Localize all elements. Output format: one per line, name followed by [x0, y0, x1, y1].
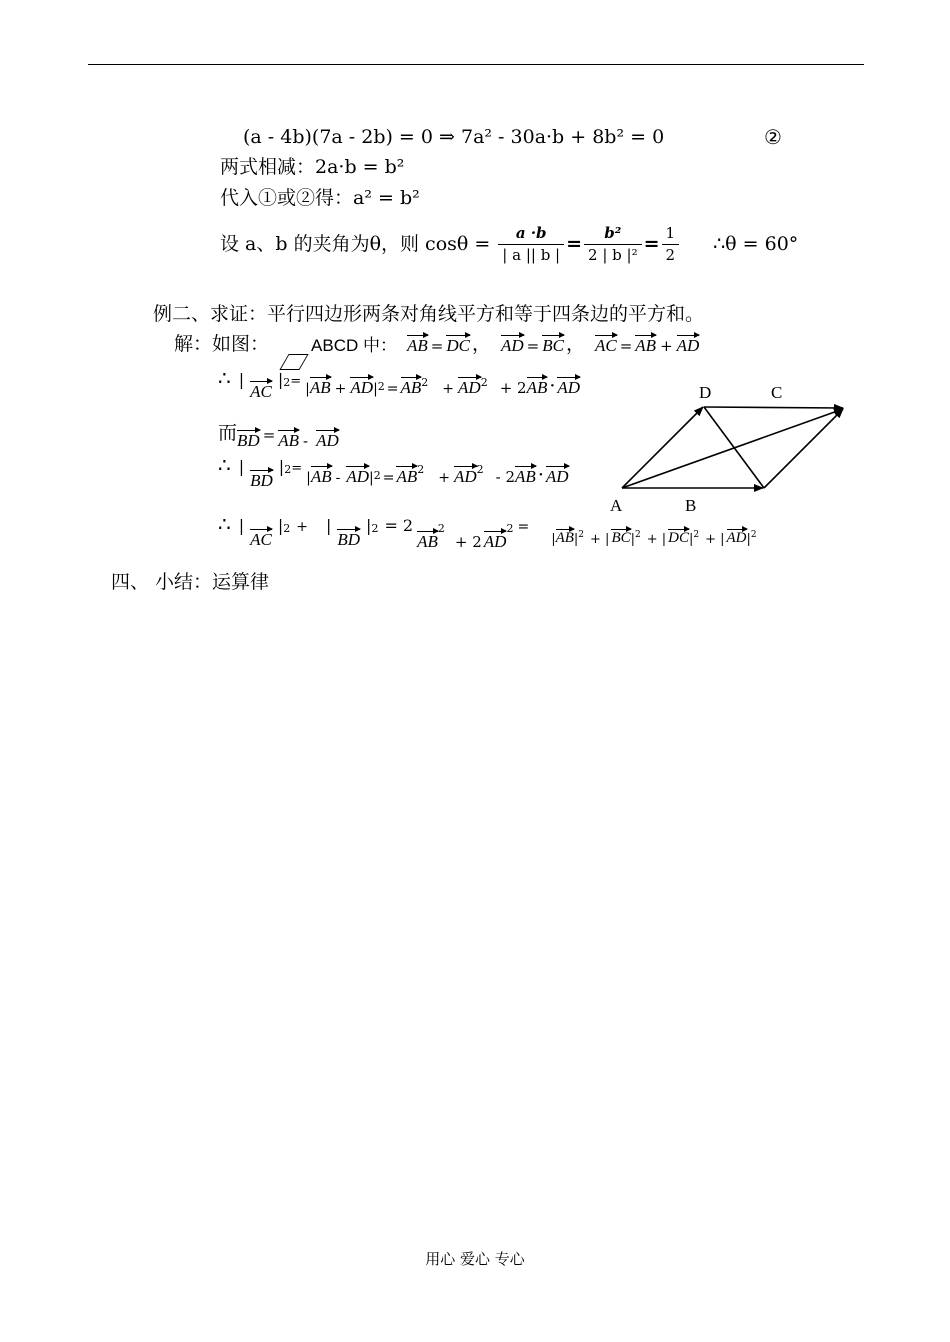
vector-AD: AD: [458, 378, 481, 397]
vector-BC: BC: [542, 336, 564, 355]
bd-squared-line: [218, 453, 569, 490]
plus-bar: + |: [646, 532, 667, 547]
fraction-3-denominator: 2: [665, 246, 676, 264]
square-exponent: 2: [284, 463, 292, 476]
abs-bar: |: [630, 532, 635, 547]
comma: ，: [565, 333, 585, 355]
theta-result: ∴θ = 60°: [713, 233, 799, 255]
vector-AB: AB: [515, 467, 536, 486]
vertex-label-B: B: [685, 496, 697, 515]
plus-two: + 2: [454, 533, 482, 551]
vector-AB: AB: [400, 378, 422, 397]
equals-sign: =: [262, 426, 276, 444]
vector-AD: AD: [316, 431, 339, 450]
vector-AD: AD: [483, 532, 507, 551]
square-exponent: 2: [417, 463, 425, 476]
parallelogram-icon: [280, 354, 302, 368]
vector-BD: BD: [237, 431, 260, 450]
square-exponent: 2: [373, 469, 381, 482]
and-word: 而: [218, 422, 238, 444]
ac-squared-line: [218, 366, 581, 401]
abs-bar: |: [238, 516, 245, 535]
equation-text: (a - 4b)(7a - 2b) = 0 ⇒ 7a² - 30a·b + 8b² = 0: [243, 126, 665, 148]
square-exponent: 2: [578, 530, 585, 540]
square-exponent: 2: [476, 463, 484, 476]
vector-AD: AD: [453, 467, 477, 486]
fraction-2-numerator: b²: [584, 226, 642, 245]
equals-sign: =: [430, 337, 444, 355]
plus-sign: +: [438, 470, 450, 486]
line2-label: 两式相减：: [220, 156, 316, 178]
fraction-1-numerator: a ·b: [498, 226, 564, 245]
vector-AB: AB: [406, 336, 428, 355]
square-exponent: 2: [750, 530, 757, 540]
vector-AD: AD: [545, 467, 569, 486]
vertex-label-D: D: [699, 383, 712, 402]
dot-operator: ·: [549, 375, 556, 397]
vector-AB: AB: [635, 336, 657, 355]
plus-bar: + |: [705, 532, 725, 547]
square-exponent: 2: [371, 522, 379, 535]
equals-sign: =: [386, 381, 399, 397]
abs-bar: |: [366, 516, 372, 535]
abs-bar: |: [238, 457, 245, 476]
square-exponent: 2: [437, 522, 445, 535]
dot-operator: ·: [537, 464, 544, 486]
equals-sign: =: [526, 337, 540, 355]
fraction-2: [584, 226, 642, 263]
solution-line: [174, 334, 699, 354]
comma: ，: [471, 333, 491, 355]
line2-expr: 2a·b = b²: [315, 156, 405, 178]
square-exponent: 2: [693, 530, 700, 540]
square-exponent: 2: [421, 376, 429, 389]
vector-AD: AD: [346, 467, 369, 486]
equals-sign: =: [619, 337, 633, 355]
edge-BC-arrow: [764, 409, 843, 488]
edge-AD-arrow: [622, 407, 703, 488]
plus-bar: + |: [590, 532, 610, 547]
equation-line-4: [220, 226, 798, 263]
plus-two: + 2: [499, 379, 527, 397]
vector-AB: AB: [555, 530, 574, 546]
vertex-label-A: A: [610, 496, 623, 515]
vector-AC: AC: [250, 530, 272, 549]
vector-AB: AB: [396, 467, 418, 486]
square-exponent: 2: [480, 376, 488, 389]
square-exponent: 2: [635, 530, 641, 540]
abs-bar: |: [277, 516, 284, 535]
fraction-1: [498, 226, 564, 263]
parallelogram-diagram: [600, 378, 850, 518]
plus-sign: +: [442, 381, 455, 397]
line3-label: 代入①或②得：: [220, 187, 354, 209]
equals-sign-2: =: [643, 233, 660, 255]
circled-mark-text: ②: [764, 125, 782, 149]
plus-sign: +: [296, 519, 308, 535]
vector-BD: BD: [250, 471, 273, 490]
vector-AC: AC: [594, 336, 617, 355]
plus-sign: +: [334, 381, 347, 397]
therefore-symbol: ∴: [218, 512, 231, 536]
example-2-title: 例二、求证：平行四边形两条对角线平方和等于四条边的平方和。: [153, 303, 705, 325]
vector-AD: AD: [726, 530, 747, 546]
abs-bar: |: [746, 532, 751, 547]
edge-DC-arrow: [704, 407, 843, 408]
vector-AD: AD: [557, 378, 581, 397]
equals-sign-1: =: [566, 233, 583, 255]
header-rule: [88, 64, 864, 65]
vector-BD: BD: [337, 530, 361, 549]
page-footer: 用心 爱心 专心: [425, 1250, 525, 1268]
equation-line-3: [220, 189, 420, 208]
abs-bar: |: [325, 516, 332, 535]
vector-AB: AB: [417, 532, 438, 551]
solution-label: 解：如图：: [174, 333, 270, 355]
minus-sign: -: [303, 432, 309, 450]
square-exponent: 2: [283, 522, 291, 535]
abs-bar: |: [551, 532, 556, 547]
diagonal-AC-arrow: [622, 409, 843, 488]
vector-AD: AD: [350, 378, 374, 397]
therefore-symbol: ∴: [218, 366, 231, 390]
vector-DC: DC: [446, 336, 470, 355]
vector-DC: DC: [668, 530, 689, 546]
bd-definition-line: [218, 422, 339, 450]
abs-bar: |: [573, 532, 579, 547]
minus-sign: -: [335, 470, 341, 486]
vector-BC: BC: [611, 530, 631, 546]
abcd-label: ABCD 中：: [311, 336, 397, 355]
equals-two: = 2: [384, 516, 414, 535]
fraction-2-denominator: 2 | b |²: [588, 246, 638, 264]
square-exponent: 2: [283, 376, 291, 389]
abs-bar: |: [238, 370, 245, 389]
fraction-1-denominator: | a || b |: [502, 246, 561, 264]
equals-sign: =: [382, 470, 395, 486]
abs-bar: |: [306, 470, 311, 486]
equals-sign: =: [290, 374, 302, 389]
therefore-symbol: ∴: [218, 453, 231, 477]
vector-AC: AC: [250, 382, 272, 401]
vector-AD: AD: [500, 336, 524, 355]
vector-AB: AB: [309, 378, 331, 397]
circled-mark-2: [764, 127, 782, 147]
vertex-label-C: C: [771, 383, 783, 402]
vector-AD: AD: [676, 336, 700, 355]
abs-bar: |: [369, 470, 374, 486]
square-exponent: 2: [377, 380, 385, 393]
vector-AB: AB: [278, 431, 300, 450]
abs-bar: |: [305, 381, 310, 397]
abs-bar: |: [278, 457, 285, 476]
abs-bar: |: [277, 370, 284, 389]
vector-AB: AB: [526, 378, 548, 397]
vector-AB: AB: [310, 467, 332, 486]
equation-line-2: [220, 158, 404, 177]
diagonal-BD-line: [704, 407, 764, 488]
abs-bar: |: [688, 532, 694, 547]
equals-sign: =: [291, 461, 303, 476]
fraction-3: [662, 226, 680, 263]
square-exponent: 2: [506, 522, 514, 535]
equation-line-1: [243, 128, 664, 147]
section-4-title: 四、 小结：运算律: [111, 571, 270, 593]
plus-sign: +: [660, 337, 673, 355]
equals-sign: =: [517, 519, 530, 535]
abs-bar: |: [373, 381, 378, 397]
line4-label: 设 a、b 的夹角为θ，则 cosθ =: [220, 233, 491, 255]
fraction-3-numerator: 1: [662, 226, 680, 245]
minus-two: - 2: [495, 468, 516, 486]
line3-expr: a² = b²: [353, 187, 420, 209]
